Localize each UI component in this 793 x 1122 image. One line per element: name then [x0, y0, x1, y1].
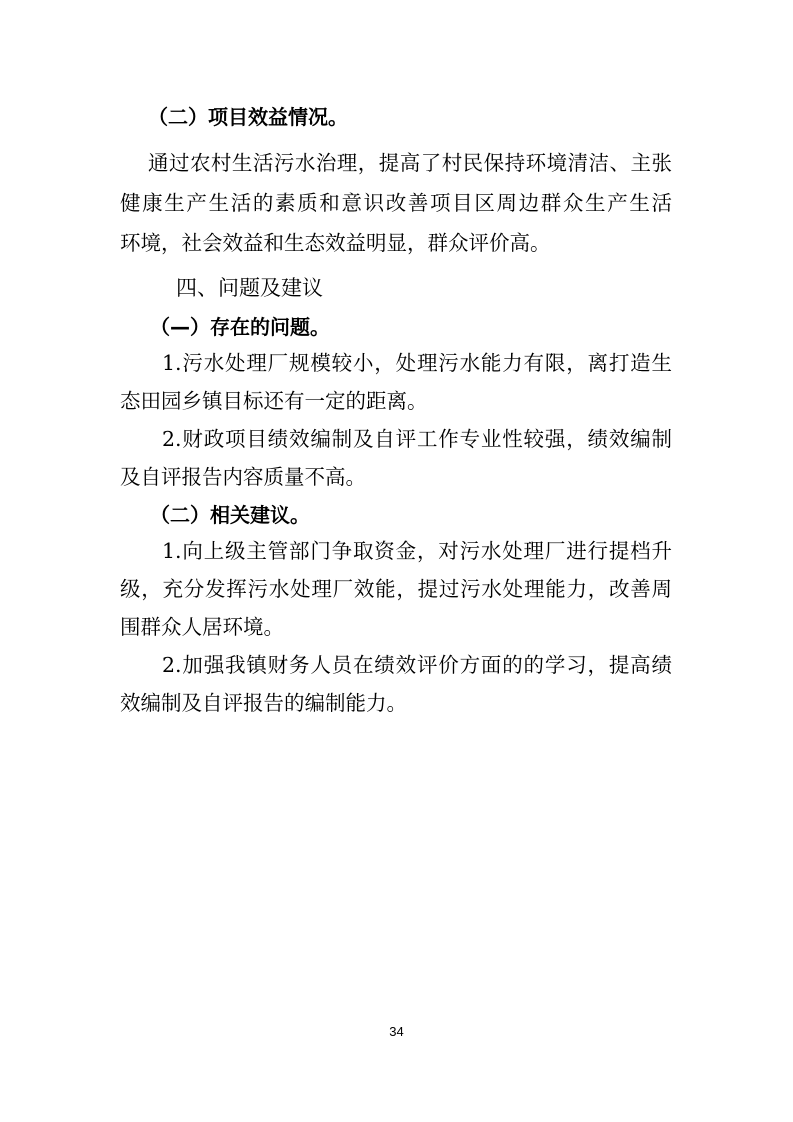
- subsection-heading-benefits: （二）项目效益情况。: [148, 105, 348, 129]
- suggestion-item-1-line: 级，充分发挥污水处理厂效能，提过污水处理能力，改善周: [120, 577, 672, 601]
- suggestion-item-1-line: 围群众人居环境。: [120, 615, 284, 639]
- subsection-heading-suggestions: （二）相关建议。: [150, 503, 310, 527]
- problem-item-1-line: 态田园乡镇目标还有一定的距离。: [120, 389, 428, 413]
- problem-item-2-line: 2.财政项目绩效编制及自评工作专业性较强，绩效编制: [162, 427, 672, 451]
- page-number: 34: [389, 1024, 404, 1039]
- subsection-heading-problems: （—）存在的问题。: [150, 315, 330, 339]
- problem-item-2-line: 及自评报告内容质量不高。: [120, 465, 366, 489]
- suggestion-item-2-line: 2.加强我镇财务人员在绩效评价方面的的学习，提高绩: [162, 653, 672, 677]
- problem-item-1-line: 1.污水处理厂规模较小，处理污水能力有限，离打造生: [162, 351, 672, 375]
- section-heading-problems-suggestions: 四、问题及建议: [176, 276, 323, 300]
- paragraph-line: 通过农村生活污水治理，提高了村民保持环境清洁、主张: [148, 151, 672, 175]
- suggestion-item-1-line: 1.向上级主管部门争取资金，对污水处理厂进行提档升: [162, 539, 672, 563]
- paragraph-line: 环境，社会效益和生态效益明显，群众评价高。: [120, 231, 551, 255]
- paragraph-line: 健康生产生活的素质和意识改善项目区周边群众生产生活: [120, 191, 672, 215]
- suggestion-item-2-line: 效编制及自评报告的编制能力。: [120, 691, 407, 715]
